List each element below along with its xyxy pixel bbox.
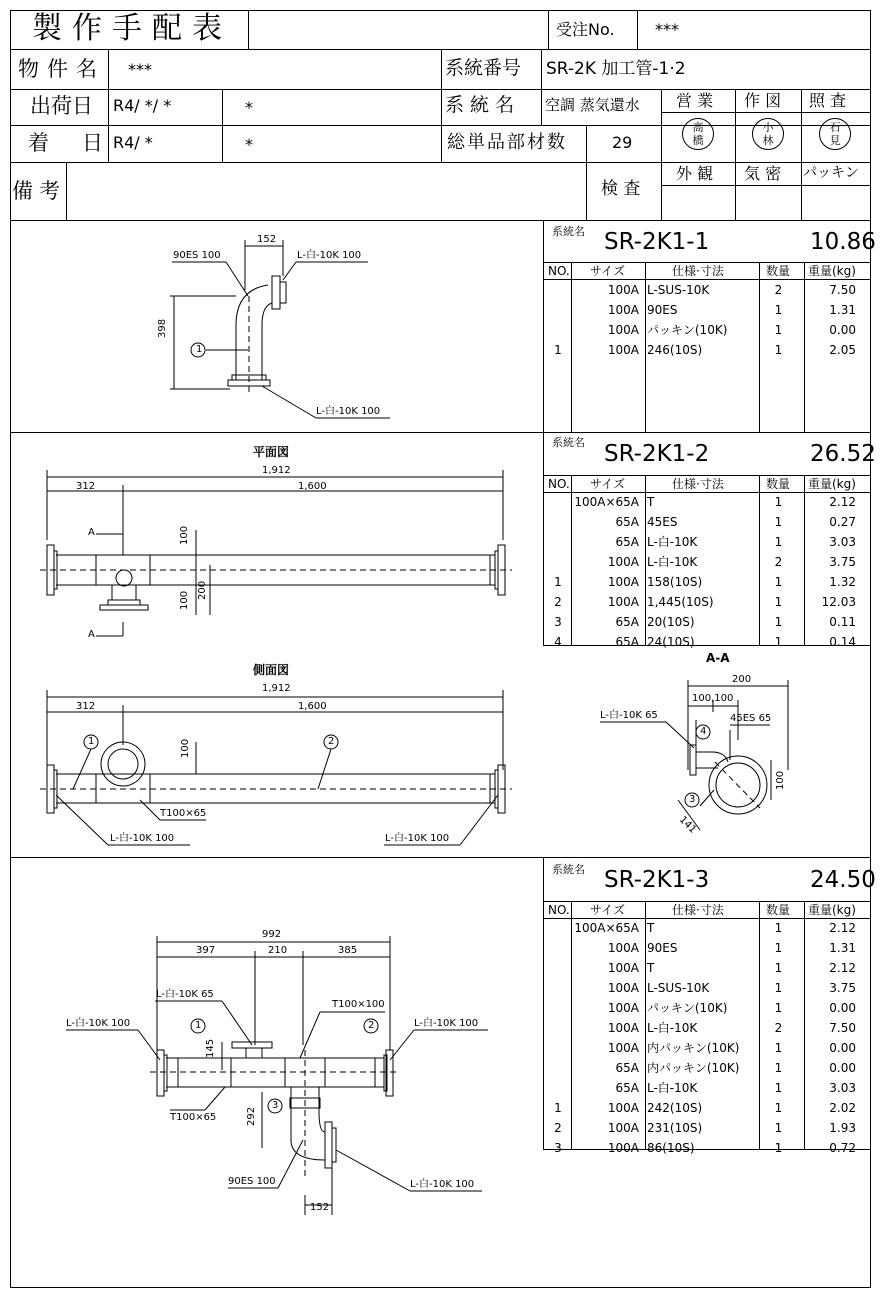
table-cell-size: 65A [615,635,639,649]
label-flange-right-side: L-白-10K 100 [385,833,450,844]
table-cell-qty: 1 [774,941,783,955]
table-cell-wt: 1.31 [829,303,856,317]
system-name-label: 系統名 [552,436,585,449]
column-header-size: サイズ [590,264,626,278]
table-cell-spec: パッキン(10K) [647,1001,728,1015]
dim-292: 292 [246,1106,257,1126]
label-flange-left: L-白-10K 100 [66,1018,131,1029]
label-elbow-90es: 90ES 100 [173,250,221,261]
table-cell-spec: 90ES [647,303,678,317]
table-cell-qty: 1 [774,575,783,589]
table-cell-size: 65A [615,1081,639,1095]
balloon-1: 1 [195,1020,202,1031]
table-cell-wt: 0.00 [829,323,856,337]
table-cell-size: 100A [607,1021,639,1035]
table-cell-qty: 1 [774,921,783,935]
balloon-2: 2 [368,1020,375,1031]
item-name-value: *** [128,60,152,79]
table-cell-spec: 20(10S) [647,615,695,629]
table-cell-wt: 12.03 [821,595,856,609]
section-system-name: SR-2K1-1 [604,229,710,255]
label-45es: 45ES 65 [730,713,772,724]
dim-210: 210 [268,945,288,956]
table-row [545,573,860,593]
table-cell-qty: 1 [774,1141,783,1155]
table-cell-spec: パッキン(10K) [647,323,728,337]
column-header-no: NO. [548,477,570,491]
table-cell-size: 65A [615,1061,639,1075]
table-cell-spec: L-SUS-10K [647,283,710,297]
table-row [545,939,860,959]
ship-date-extra: * [245,98,253,117]
table-cell-wt: 3.03 [829,1081,856,1095]
table-cell-no: 3 [554,615,562,629]
table-cell-wt: 1.31 [829,941,856,955]
system-name-label: 系 統 名 [445,94,515,116]
system-no-label: 系統番号 [445,57,522,79]
table-row [545,533,860,553]
table-row [545,979,860,999]
table-row [545,1079,860,1099]
column-header-size: サイズ [590,903,626,917]
column-header-qty: 数量 [766,264,791,278]
column-header-size: サイズ [590,477,626,491]
table-row [545,999,860,1019]
table-cell-no: 1 [554,343,562,357]
page-title: 製作手配表 [32,11,232,46]
ship-date-label: 出荷日 [30,94,93,118]
table-row [545,493,860,513]
table-cell-size: 100A [607,595,639,609]
table-cell-wt: 3.03 [829,535,856,549]
parts-list [545,919,860,1159]
table-cell-wt: 0.27 [829,515,856,529]
section-weight: 26.52 [810,441,876,467]
dim-312-plan: 312 [76,481,96,492]
section-system-name: SR-2K1-3 [604,867,710,893]
table-cell-size: 100A [607,981,639,995]
dim-total-side: 1,912 [262,683,291,694]
table-cell-no: 4 [554,635,562,649]
table-cell-wt: 0.00 [829,1061,856,1075]
table-cell-spec: 90ES [647,941,678,955]
label-flange-65: L-白-10K 65 [156,989,214,1000]
table-cell-size: 65A [615,515,639,529]
table-cell-qty: 1 [774,595,783,609]
table-cell-no [545,999,571,1019]
table-cell-spec: 内パッキン(10K) [647,1041,740,1055]
order-no-label: 受注No. [556,20,615,39]
table-cell-no [545,919,571,939]
dim-152: 152 [257,234,277,245]
column-header-qty: 数量 [766,903,791,917]
table-row [545,380,860,400]
table-cell-spec: L-SUS-10K [647,981,710,995]
table-cell-qty: 1 [774,303,783,317]
dim-152: 152 [310,1202,330,1213]
label-elbow-90es: 90ES 100 [228,1176,276,1187]
table-cell-wt: 7.50 [829,283,856,297]
table-cell-no [545,513,571,533]
table-cell-qty: 1 [774,1041,783,1055]
section-system-name: SR-2K1-2 [604,441,710,467]
table-cell-spec: 45ES [647,515,678,529]
dim-aa-200: 200 [732,674,752,685]
table-cell-qty: 1 [774,535,783,549]
order-no-value: *** [655,20,679,39]
dim-385: 385 [338,945,358,956]
table-cell-wt: 2.12 [829,921,856,935]
column-header-weight: 重量(kg) [808,264,856,278]
column-header-no: NO. [548,903,570,917]
section-view-title: A-A [706,651,730,665]
table-row [545,1019,860,1039]
label-flange-left-side: L-白-10K 100 [110,833,175,844]
table-cell-qty: 1 [774,961,783,975]
balloon-1: 1 [88,736,95,747]
table-cell-qty: 1 [774,323,783,337]
table-cell-spec: L-白-10K [647,555,698,569]
inspection-label: 検 査 [601,179,641,199]
table-cell-no [545,979,571,999]
table-row [545,513,860,533]
table-cell-spec: T [647,921,655,935]
system-name-value: 空調 蒸気還水 [545,96,640,114]
table-cell-qty: 2 [774,555,783,569]
column-header-spec: 仕様·寸法 [672,903,724,917]
total-parts-label: 総単品部材数 [447,132,567,153]
dim-397: 397 [196,945,216,956]
table-cell-qty: 1 [774,1001,783,1015]
dim-398: 398 [157,318,168,338]
table-cell-wt: 0.14 [829,635,856,649]
dim-100-plan: 100 [179,525,190,545]
table-cell-no [545,300,571,320]
table-cell-size: 100A [607,323,639,337]
table-cell-wt: 3.75 [829,555,856,569]
table-cell-qty: 1 [774,343,783,357]
dim-aa-141: 141 [676,814,699,836]
balloon-2: 2 [328,736,335,747]
table-cell-wt: 1.32 [829,575,856,589]
table-cell-size: 100A [607,303,639,317]
table-cell-qty: 1 [774,981,783,995]
table-cell-size: 100A [607,941,639,955]
table-cell-size: 100A [607,555,639,569]
table-cell-spec: T [647,961,655,975]
role-sales: 営 業 [676,91,714,110]
remarks-label: 備考 [12,179,66,203]
approval-stamp-drafting: 小 林 [752,118,784,150]
parts-list [545,280,860,420]
table-cell-no: 1 [554,575,562,589]
table-cell-wt: 2.02 [829,1101,856,1115]
table-cell-spec: 158(10S) [647,575,703,589]
table-cell-size: 65A [615,535,639,549]
item-name-label: 物件名 [18,57,105,81]
table-cell-no [545,1079,571,1099]
table-cell-spec: 86(10S) [647,1141,695,1155]
table-cell-qty: 1 [774,495,783,509]
table-cell-size: 100A×65A [574,495,639,509]
table-cell-qty: 2 [774,1021,783,1035]
dim-total-plan: 1,912 [262,465,291,476]
label-flange-65: L-白-10K 65 [600,710,658,721]
section-weight: 10.86 [810,229,876,255]
dim-100-plan-b: 100 [179,590,190,610]
label-flange-right: L-白-10K 100 [414,1018,479,1029]
table-cell-spec: T [647,495,655,509]
table-cell-no [545,553,571,573]
table-cell-size: 100A [607,343,639,357]
side-view-title: 側面図 [253,663,290,677]
table-cell-qty: 1 [774,1121,783,1135]
table-cell-qty: 1 [774,515,783,529]
dim-145: 145 [205,1038,216,1058]
table-cell-wt: 0.00 [829,1041,856,1055]
arrival-date-label: 着 日 [28,131,109,155]
table-row [545,553,860,573]
table-cell-no [545,493,571,513]
table-cell-no [545,533,571,553]
table-cell-no: 2 [554,1121,562,1135]
table-cell-wt: 3.75 [829,981,856,995]
table-cell-spec: L-白-10K [647,535,698,549]
section-mark-bottom: A [88,629,95,640]
system-name-label: 系統名 [552,863,585,876]
table-cell-spec: L-白-10K [647,1081,698,1095]
table-cell-spec: 内パッキン(10K) [647,1061,740,1075]
column-header-no: NO. [548,264,570,278]
table-cell-size: 100A [607,1001,639,1015]
table-cell-wt: 2.05 [829,343,856,357]
section-weight: 24.50 [810,867,876,893]
check-packing: パッキン [803,165,859,181]
table-cell-spec: 246(10S) [647,343,703,357]
column-header-spec: 仕様·寸法 [672,264,724,278]
dim-1600-plan: 1,600 [298,481,327,492]
table-row [545,613,860,633]
balloon-3: 3 [689,794,696,805]
label-flange-bottom: L-白-10K 100 [316,406,381,417]
dim-200-plan: 200 [197,580,208,600]
column-header-spec: 仕様·寸法 [672,477,724,491]
table-row [545,300,860,320]
table-cell-no: 2 [554,595,562,609]
plan-view-title: 平面図 [253,445,290,459]
table-cell-wt: 0.72 [829,1141,856,1155]
table-cell-spec: 24(10S) [647,635,695,649]
table-cell-size: 100A [607,1101,639,1115]
table-cell-wt: 0.11 [829,615,856,629]
table-row [545,1119,860,1139]
table-cell-qty: 1 [774,1081,783,1095]
label-flange-top: L-白-10K 100 [297,250,362,261]
label-tee-65: T100×65 [170,1112,217,1123]
table-row [545,959,860,979]
table-row [545,593,860,613]
column-header-weight: 重量(kg) [808,477,856,491]
total-parts-value: 29 [612,133,633,152]
column-header-weight: 重量(kg) [808,903,856,917]
check-airtight: 気 密 [744,164,782,183]
system-no-value: SR-2K 加工管-1·2 [546,59,686,79]
section-mark-top: A [88,527,95,538]
table-cell-spec: L-白-10K [647,1021,698,1035]
table-row [545,360,860,380]
table-cell-qty: 1 [774,1061,783,1075]
table-cell-no [545,280,571,300]
table-row [545,320,860,340]
dim-aa-100-100: 100,100 [692,693,734,704]
table-cell-wt: 2.12 [829,961,856,975]
table-row [545,1139,860,1159]
system-name-label: 系統名 [552,225,585,238]
table-cell-wt: 2.12 [829,495,856,509]
dim-992: 992 [262,929,282,940]
balloon-4: 4 [700,726,707,737]
table-cell-no [545,1019,571,1039]
approval-stamp-sales: 高 橋 [682,118,714,150]
approval-stamp-checking: 石 見 [819,118,851,150]
column-header-qty: 数量 [766,477,791,491]
table-row [545,280,860,300]
table-row [545,1059,860,1079]
table-cell-no [545,939,571,959]
table-row [545,1099,860,1119]
table-cell-size: 100A [607,1141,639,1155]
table-cell-size: 100A [607,1121,639,1135]
dim-1600-side: 1,600 [298,701,327,712]
balloon-1: 1 [196,344,203,355]
table-row [545,400,860,420]
table-cell-size: 100A [607,1041,639,1055]
table-cell-wt: 1.93 [829,1121,856,1135]
table-cell-size: 100A×65A [574,921,639,935]
table-row [545,919,860,939]
check-appearance: 外 観 [676,164,714,183]
table-cell-qty: 2 [774,283,783,297]
table-cell-size: 65A [615,615,639,629]
dim-312-side: 312 [76,701,96,712]
table-cell-spec: 1,445(10S) [647,595,714,609]
balloon-3: 3 [272,1100,279,1111]
label-tee-side: T100×65 [160,808,207,819]
table-cell-no [545,1059,571,1079]
ship-date-value: R4/ */ * [113,96,172,115]
table-cell-wt: 0.00 [829,1001,856,1015]
table-row [545,340,860,360]
table-row [545,633,860,653]
label-flange-bottom: L-白-10K 100 [410,1179,475,1190]
table-cell-no [545,320,571,340]
table-cell-qty: 1 [774,615,783,629]
parts-list [545,493,860,653]
table-cell-wt: 7.50 [829,1021,856,1035]
table-cell-no: 3 [554,1141,562,1155]
table-cell-size: 100A [607,283,639,297]
table-cell-no [545,959,571,979]
dim-aa-100: 100 [775,770,786,790]
table-cell-qty: 1 [774,1101,783,1115]
table-cell-size: 100A [607,575,639,589]
table-cell-spec: 231(10S) [647,1121,703,1135]
table-row [545,1039,860,1059]
dim-100-side: 100 [180,738,191,758]
table-cell-no: 1 [554,1101,562,1115]
role-checking: 照 査 [809,91,847,110]
table-cell-size: 100A [607,961,639,975]
table-cell-no [545,1039,571,1059]
label-tee-100: T100×100 [332,999,385,1010]
role-drafting: 作 図 [744,91,782,110]
table-cell-qty: 1 [774,635,783,649]
arrival-date-extra: * [245,135,253,154]
table-cell-spec: 242(10S) [647,1101,703,1115]
arrival-date-value: R4/ * [113,133,153,152]
